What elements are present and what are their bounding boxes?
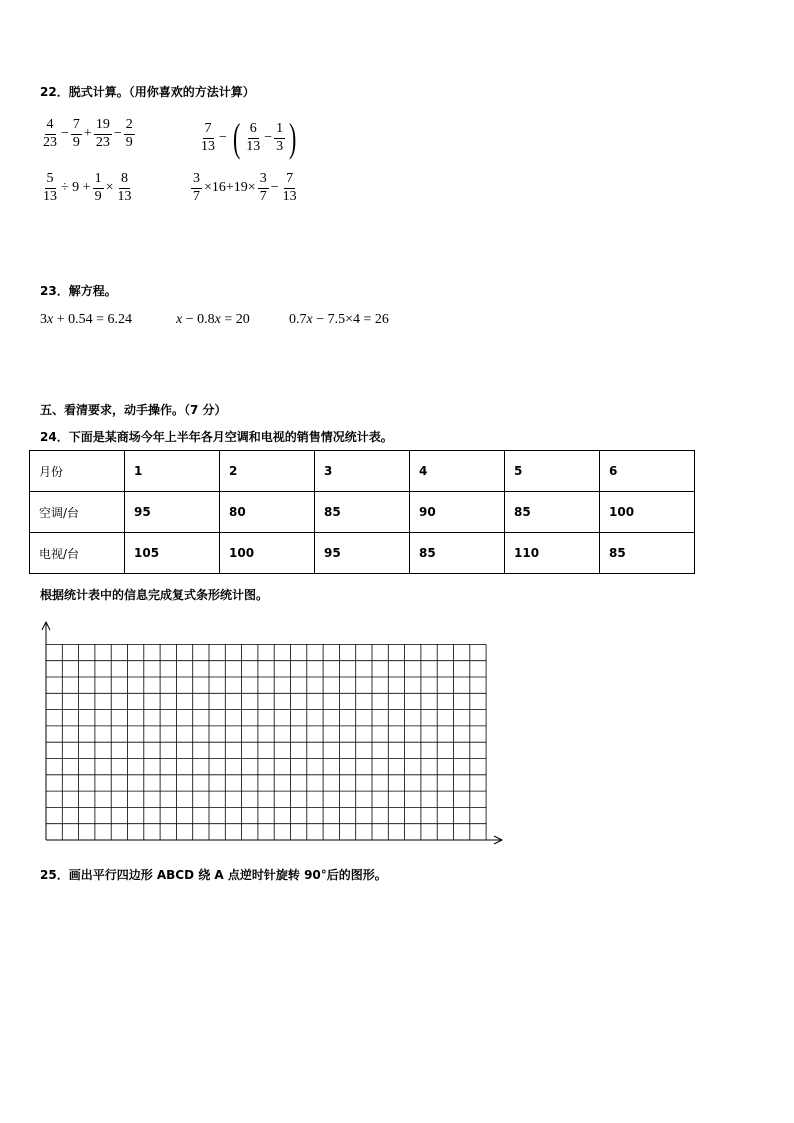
operator: + xyxy=(83,126,92,142)
operator: ÷ 9 + xyxy=(61,180,91,196)
table-cell: 100 xyxy=(220,533,315,574)
table-cell: 3 xyxy=(315,451,410,492)
table-cell: 6 xyxy=(600,451,695,492)
fraction: $\frac{7}{13}$ xyxy=(282,171,297,204)
fraction: $\frac{5}{13}$ xyxy=(43,171,57,204)
table-cell: 90 xyxy=(410,492,505,533)
equation-3: 0.7x − 7.5×4 = 26 xyxy=(289,312,389,327)
q22-expression-4 xyxy=(190,172,300,204)
table-cell: 95 xyxy=(315,533,410,574)
operator: − xyxy=(219,130,227,145)
fraction: $\frac{8}{13}$ xyxy=(117,171,132,204)
table-cell: 85 xyxy=(410,533,505,574)
table-cell: 2 xyxy=(220,451,315,492)
fraction: $\frac{19}{23}$ xyxy=(95,117,110,150)
fraction: $\frac{2}{9}$ xyxy=(125,117,133,150)
operator: − xyxy=(264,130,273,145)
table-cell: 110 xyxy=(505,533,600,574)
table-cell: 5 xyxy=(505,451,600,492)
table-cell: 95 xyxy=(125,492,220,533)
table-row xyxy=(30,492,695,533)
q23-title: 23．解方程。 xyxy=(40,284,117,298)
fraction: $\frac{3}{7}$ xyxy=(193,171,200,204)
q24-title: 24．下面是某商场今年上半年各月空调和电视的销售情况统计表。 xyxy=(40,430,393,444)
table-cell: 空调/台 xyxy=(30,492,125,533)
q22-expression-3 xyxy=(40,172,135,204)
fraction: $\frac{1}{3}$ xyxy=(276,120,284,154)
table-cell: 85 xyxy=(600,533,695,574)
q22-expression-1 xyxy=(40,118,136,150)
sales-table xyxy=(29,450,695,574)
fraction: $\frac{1}{9}$ xyxy=(94,171,102,204)
table-cell: 85 xyxy=(315,492,410,533)
q22-title: 22．脱式计算。（用你喜欢的方法计算） xyxy=(40,85,255,99)
table-cell: 80 xyxy=(220,492,315,533)
operator: − xyxy=(270,180,279,196)
equation-2: x − 0.8x = 20 xyxy=(176,312,250,327)
chart-grid-area[interactable] xyxy=(30,618,510,854)
section-5-heading: 五、看清要求，动手操作。（7 分） xyxy=(40,403,227,417)
fraction: $\frac{7}{13}$ xyxy=(201,120,215,154)
table-cell: 85 xyxy=(505,492,600,533)
table-cell: 105 xyxy=(125,533,220,574)
fraction: $\frac{3}{7}$ xyxy=(259,171,267,204)
table-row xyxy=(30,533,695,574)
operator: − xyxy=(61,126,69,142)
parenthesis-group: ( $\frac{6}{13}$ − $\frac{1}{3}$ ) xyxy=(232,115,297,160)
fraction: $\frac{7}{9}$ xyxy=(72,117,80,150)
table-cell: 月份 xyxy=(30,451,125,492)
table-cell: 电视/台 xyxy=(30,533,125,574)
equation-1: 3x + 0.54 = 6.24 xyxy=(40,312,133,327)
operator: × xyxy=(105,180,114,196)
q25-title: 25．画出平行四边形 ABCD 绕 A 点逆时针旋转 90°后的图形。 xyxy=(40,868,387,882)
operator: − xyxy=(113,126,122,142)
table-cell: 100 xyxy=(600,492,695,533)
q24-instruction: 根据统计表中的信息完成复式条形统计图。 xyxy=(40,588,269,602)
fraction: $\frac{4}{23}$ xyxy=(43,117,57,150)
operator: ×16+19× xyxy=(204,180,256,196)
table-cell: 4 xyxy=(410,451,505,492)
fraction: $\frac{6}{13}$ xyxy=(246,120,261,154)
table-cell: 1 xyxy=(125,451,220,492)
blank-grid[interactable] xyxy=(30,618,510,850)
table-row xyxy=(30,451,695,492)
q22-expression-2 xyxy=(198,115,301,160)
